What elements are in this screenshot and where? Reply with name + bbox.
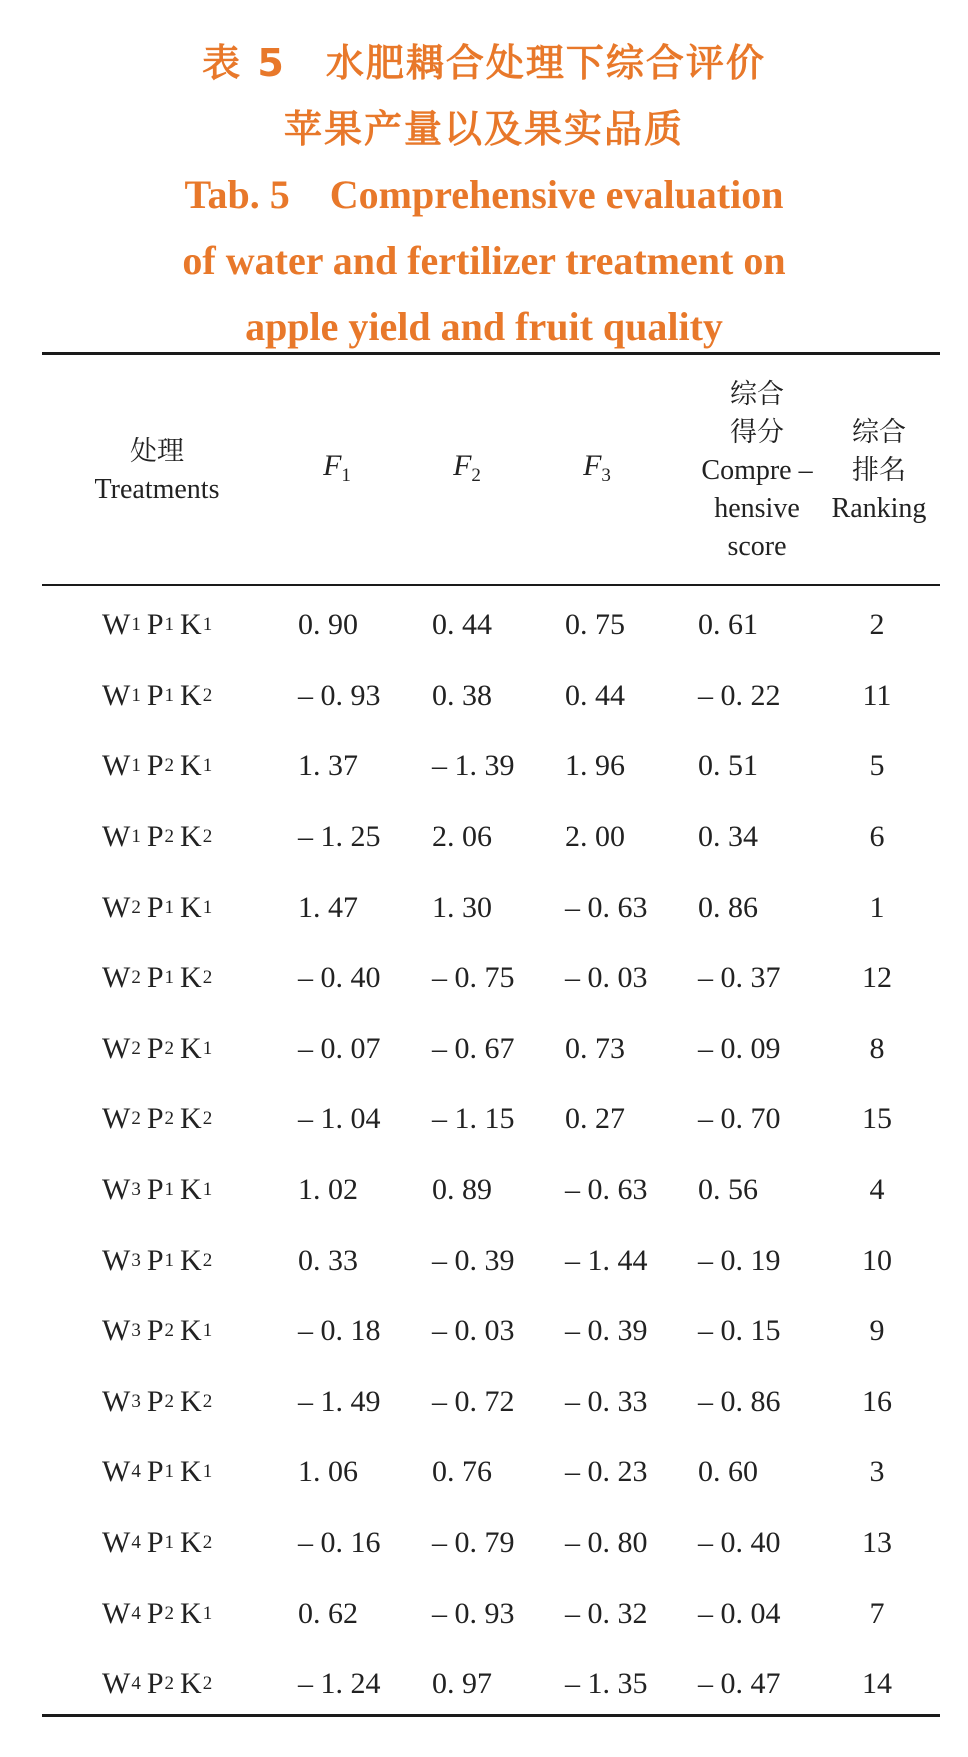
rank-cell: 2	[869, 608, 885, 642]
rank-cell: 15	[862, 1102, 892, 1136]
f3-cell: – 0. 39	[565, 1314, 648, 1348]
table-row	[42, 731, 940, 802]
f1-cell: – 0. 07	[298, 1031, 381, 1065]
f3-cell: – 0. 32	[565, 1596, 648, 1630]
header-rank-cn-2: 排名	[852, 455, 906, 486]
table-top-rule	[42, 352, 940, 355]
f2-cell: 0. 76	[432, 1455, 492, 1489]
f1-cell: 0. 62	[298, 1596, 358, 1630]
caption-en-line-3: apple yield and fruit quality	[245, 304, 723, 349]
score-cell: – 0. 70	[698, 1102, 781, 1136]
f3-cell: – 1. 35	[565, 1667, 648, 1701]
treatment-cell: W 2 P 1 K 2	[102, 961, 213, 995]
header-treatments-en: Treatments	[94, 474, 220, 505]
f1-cell: – 1. 04	[298, 1102, 381, 1136]
score-cell: 0. 56	[698, 1173, 758, 1207]
table-body	[42, 590, 940, 1720]
header-f1	[282, 360, 392, 582]
rank-cell: 5	[869, 749, 885, 783]
f3-cell: – 0. 23	[565, 1455, 648, 1489]
table-header	[42, 360, 940, 582]
f3-cell: – 0. 33	[565, 1384, 648, 1418]
f2-cell: – 0. 93	[432, 1596, 515, 1630]
treatment-cell: W 3 P 2 K 1	[102, 1314, 213, 1348]
score-cell: 0. 61	[698, 608, 758, 642]
rank-cell: 12	[862, 961, 892, 995]
score-cell: – 0. 15	[698, 1314, 781, 1348]
f3-cell: 0. 27	[565, 1102, 625, 1136]
f1-cell: 1. 06	[298, 1455, 358, 1489]
treatment-cell: W 3 P 1 K 1	[102, 1173, 213, 1207]
header-f1-sub: 1	[341, 465, 351, 486]
f2-cell: – 0. 39	[432, 1243, 515, 1277]
caption-en-line-2: of water and fertilizer treatment on	[182, 238, 786, 283]
rank-cell: 1	[869, 890, 885, 924]
table-row	[42, 943, 940, 1014]
rank-cell: 11	[862, 678, 892, 712]
score-cell: – 0. 86	[698, 1384, 781, 1418]
f2-cell: 0. 89	[432, 1173, 492, 1207]
score-cell: 0. 60	[698, 1455, 758, 1489]
f2-cell: 2. 06	[432, 820, 492, 854]
f1-cell: 0. 33	[298, 1243, 358, 1277]
f3-cell: – 0. 80	[565, 1526, 648, 1560]
header-score-en-1: Compre –	[701, 455, 813, 486]
header-f2	[412, 360, 522, 582]
header-score-en-2: hensive	[714, 493, 800, 524]
header-f3-sub: 3	[601, 465, 611, 486]
table-caption	[0, 30, 968, 360]
f3-cell: 1. 96	[565, 749, 625, 783]
f3-cell: – 0. 63	[565, 890, 648, 924]
f3-cell: 0. 73	[565, 1031, 625, 1065]
f1-cell: – 0. 16	[298, 1526, 381, 1560]
f2-cell: – 0. 79	[432, 1526, 515, 1560]
treatment-cell: W 4 P 1 K 1	[102, 1455, 213, 1489]
f2-cell: – 0. 75	[432, 961, 515, 995]
f1-cell: 1. 02	[298, 1173, 358, 1207]
table-row	[42, 1084, 940, 1155]
f1-cell: 1. 37	[298, 749, 358, 783]
f2-cell: 0. 97	[432, 1667, 492, 1701]
rank-cell: 16	[862, 1384, 892, 1418]
table-row	[42, 590, 940, 661]
score-cell: – 0. 40	[698, 1526, 781, 1560]
table-row	[42, 1508, 940, 1579]
f1-cell: – 0. 93	[298, 678, 381, 712]
treatment-cell: W 4 P 1 K 2	[102, 1526, 213, 1560]
score-cell: 0. 86	[698, 890, 758, 924]
score-cell: 0. 34	[698, 820, 758, 854]
rank-cell: 13	[862, 1526, 892, 1560]
table-row	[42, 661, 940, 732]
rank-cell: 7	[869, 1596, 885, 1630]
f3-cell: 0. 75	[565, 608, 625, 642]
table-row	[42, 872, 940, 943]
table-row	[42, 1014, 940, 1085]
caption-en-line-1: Tab. 5 Comprehensive evaluation	[184, 172, 784, 217]
f2-cell: – 0. 67	[432, 1031, 515, 1065]
treatment-cell: W 2 P 2 K 2	[102, 1102, 213, 1136]
treatment-cell: W 3 P 2 K 2	[102, 1384, 213, 1418]
f1-cell: – 1. 24	[298, 1667, 381, 1701]
rank-cell: 6	[869, 820, 885, 854]
f1-cell: 0. 90	[298, 608, 358, 642]
treatment-cell: W 1 P 1 K 1	[102, 608, 213, 642]
score-cell: – 0. 37	[698, 961, 781, 995]
treatment-cell: W 1 P 1 K 2	[102, 678, 213, 712]
caption-cn-line-2: 苹果产量以及果实品质	[283, 107, 684, 151]
header-score-cn-2: 得分	[730, 417, 784, 448]
header-rank-en: Ranking	[831, 493, 927, 524]
rank-cell: 9	[869, 1314, 885, 1348]
f3-cell: – 0. 63	[565, 1173, 648, 1207]
f3-cell: 2. 00	[565, 820, 625, 854]
rank-cell: 8	[869, 1031, 885, 1065]
table-row	[42, 1649, 940, 1720]
f1-cell: – 1. 25	[298, 820, 381, 854]
f2-cell: 1. 30	[432, 890, 492, 924]
f1-cell: – 0. 40	[298, 961, 381, 995]
header-score-cn-1: 综合	[730, 379, 784, 410]
score-cell: 0. 51	[698, 749, 758, 783]
score-cell: – 0. 19	[698, 1243, 781, 1277]
f2-cell: 0. 44	[432, 608, 492, 642]
header-comprehensive-score	[682, 360, 832, 582]
table-header-rule	[42, 584, 940, 586]
f1-cell: 1. 47	[298, 890, 358, 924]
header-f1-letter: F	[323, 449, 342, 482]
treatment-cell: W 4 P 2 K 2	[102, 1667, 213, 1701]
f1-cell: – 0. 18	[298, 1314, 381, 1348]
header-f2-sub: 2	[471, 465, 481, 486]
header-f3	[542, 360, 652, 582]
table-row	[42, 1296, 940, 1367]
table-row	[42, 1155, 940, 1226]
header-ranking	[824, 360, 934, 582]
header-f2-letter: F	[453, 449, 472, 482]
f3-cell: 0. 44	[565, 678, 625, 712]
table-row	[42, 1437, 940, 1508]
f2-cell: – 1. 15	[432, 1102, 515, 1136]
score-cell: – 0. 04	[698, 1596, 781, 1630]
treatment-cell: W 1 P 2 K 2	[102, 820, 213, 854]
rank-cell: 4	[869, 1173, 885, 1207]
rank-cell: 3	[869, 1455, 885, 1489]
treatment-cell: W 4 P 2 K 1	[102, 1596, 213, 1630]
f2-cell: – 1. 39	[432, 749, 515, 783]
f1-cell: – 1. 49	[298, 1384, 381, 1418]
rank-cell: 14	[862, 1667, 892, 1701]
header-treatments	[72, 360, 242, 582]
table-bottom-rule	[42, 1714, 940, 1717]
caption-cn-line-1: 表 5 水肥耦合处理下综合评价	[202, 41, 766, 85]
f3-cell: – 1. 44	[565, 1243, 648, 1277]
header-score-en-3: score	[727, 531, 787, 562]
score-cell: – 0. 47	[698, 1667, 781, 1701]
header-f3-letter: F	[583, 449, 602, 482]
treatment-cell: W 3 P 1 K 2	[102, 1243, 213, 1277]
f2-cell: – 0. 72	[432, 1384, 515, 1418]
treatment-cell: W 2 P 2 K 1	[102, 1031, 213, 1065]
header-treatments-cn: 处理	[130, 436, 184, 467]
treatment-cell: W 2 P 1 K 1	[102, 890, 213, 924]
treatment-cell: W 1 P 2 K 1	[102, 749, 213, 783]
table-row	[42, 1578, 940, 1649]
rank-cell: 10	[862, 1243, 892, 1277]
f2-cell: 0. 38	[432, 678, 492, 712]
header-rank-cn-1: 综合	[852, 417, 906, 448]
table-row	[42, 1367, 940, 1438]
table-row	[42, 802, 940, 873]
score-cell: – 0. 22	[698, 678, 781, 712]
f2-cell: – 0. 03	[432, 1314, 515, 1348]
f3-cell: – 0. 03	[565, 961, 648, 995]
table-row	[42, 1225, 940, 1296]
score-cell: – 0. 09	[698, 1031, 781, 1065]
